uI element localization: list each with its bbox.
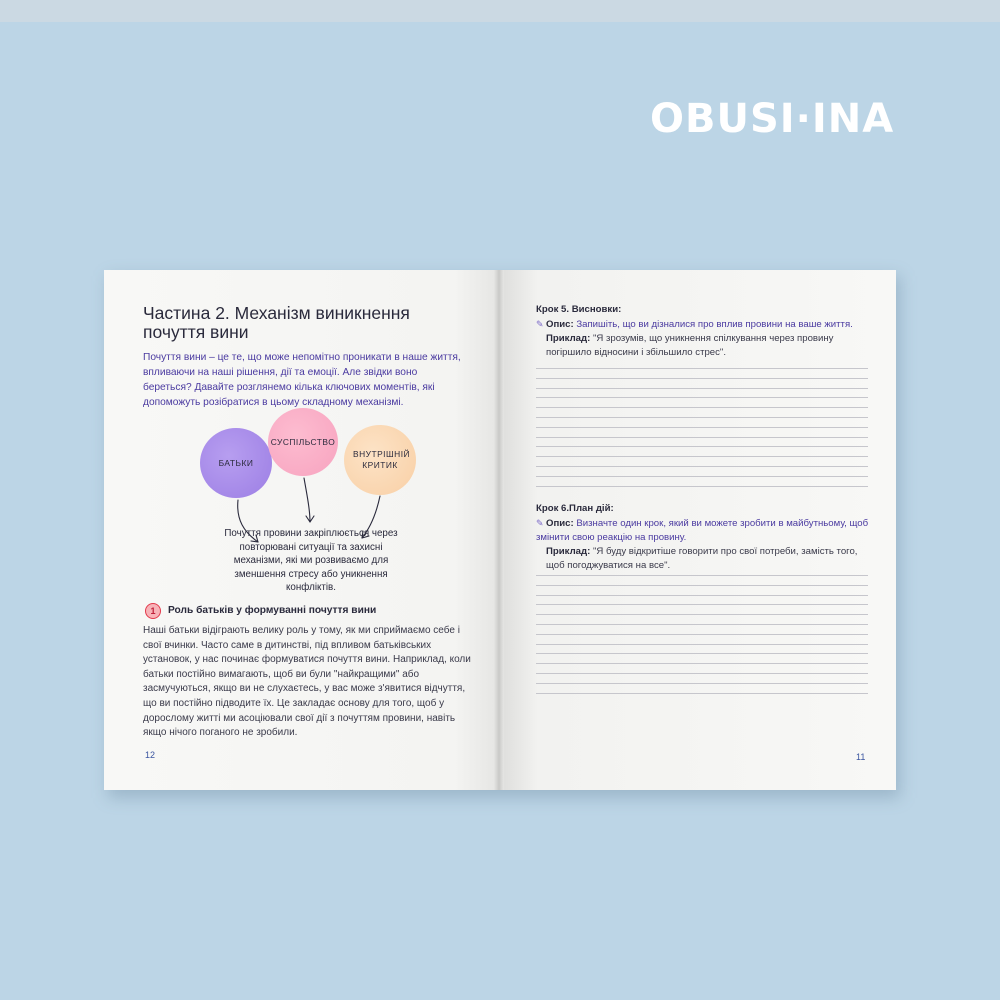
- brand-logo: OBUSI·INA: [650, 96, 895, 142]
- book-spine: [494, 270, 504, 790]
- top-strip: [0, 0, 1000, 22]
- step5-example-label: Приклад:: [546, 333, 591, 344]
- page-number-left: 12: [145, 750, 156, 760]
- step6-desc-label: Опис:: [546, 518, 574, 529]
- page-number-right: 11: [856, 752, 866, 762]
- step6-example: "Я буду відкритіше говорити про свої потреби, замість того, щоб погоджуватися на все".: [546, 546, 858, 571]
- step5-desc-label: Опис:: [546, 319, 574, 330]
- circle-inner-critic-label: ВНУТРІШНІЙ КРИТИК: [353, 449, 411, 470]
- step5-title: Крок 5. Висновки:: [536, 304, 622, 315]
- circle-society-label: СУСПІЛЬСТВО: [270, 436, 336, 447]
- step6-desc: Визначте один крок, який ви можете зробити в майбутньому, щоб змінити свою реакцію на провину.: [536, 518, 869, 543]
- step5-block: [536, 303, 876, 360]
- left-page: [104, 270, 502, 790]
- arrow-society-icon: [304, 478, 310, 522]
- step6-writing-lines[interactable]: [536, 575, 868, 702]
- step6-block: [536, 502, 876, 573]
- section-title: Роль батьків у формуванні почуття вини: [168, 605, 377, 616]
- pencil-icon: ✎: [536, 518, 544, 528]
- section-body: Наші батьки відіграють велику роль у тому, як ми сприймаємо себе і свої вчинки. Часто саме в дитинстві, під впливом батьківських установок, у нас починає формуватися почуття вини. Наприклад, коли батьки постійно вимагають, щоб ви були "найкращими" або засмучуються, якщо ви не слухаєтесь, у вас може з'явитися відчуття, що ви постійно підводите їх. Це закладає основу для того, щоб у дорослому житті ми асоціювали свої дії з почуттям провини, навіть якщо нічого поганого не зробили.: [143, 625, 471, 739]
- right-page: [498, 270, 896, 790]
- step5-writing-lines[interactable]: [536, 368, 868, 495]
- section-number-badge: 1: [145, 603, 161, 619]
- page-title: Частина 2. Механізм виникнення почуття вини: [143, 303, 410, 342]
- circle-parents-label: БАТЬКИ: [218, 457, 254, 468]
- intro-paragraph: Почуття вини – це те, що може непомітно проникати в наше життя, впливаючи на наші рішення, дії та емоції. Але звідки воно береться? Давайте розглянемо кілька ключових моментів, які допоможуть розібратися в цьому складному механізмі.: [143, 352, 461, 408]
- step6-title: Крок 6.План дій:: [536, 503, 614, 514]
- step5-example: "Я зрозумів, що уникнення спілкування через провину погіршило відносини і збільшило стрес".: [546, 333, 834, 358]
- step5-desc: Запишіть, що ви дізналися про вплив провини на ваше життя.: [576, 319, 853, 330]
- pencil-icon: ✎: [536, 319, 544, 329]
- diagram-caption: Почуття провини закріплюється через повторювані ситуації та захисні механізми, які ми розвиваємо для зменшення стресу або уникнення конфліктів.: [224, 528, 398, 593]
- step6-example-label: Приклад:: [546, 546, 591, 557]
